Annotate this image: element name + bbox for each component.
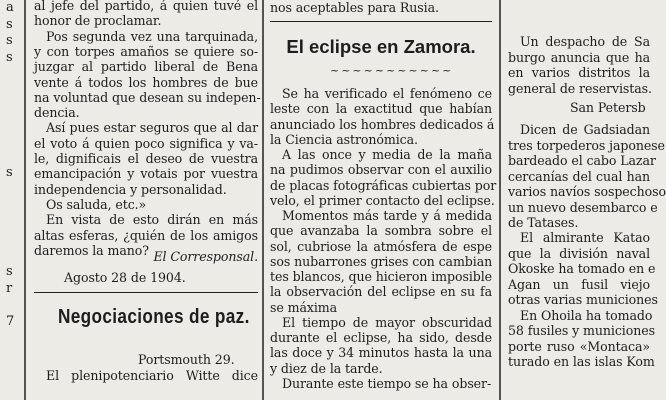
text-line: tes blancos, que hicieron imposible [270, 269, 492, 284]
margin-glyph: s [6, 165, 13, 180]
separator-rule-2 [270, 21, 492, 22]
text-line: sos nubarrones grises con cambian [270, 253, 493, 269]
margin-glyph: s [6, 16, 13, 32]
headline-negociaciones: Negociaciones de paz. [58, 306, 250, 328]
text-line: Se ha verificado el fenómeno ce [282, 86, 492, 101]
text-line: juzgar al partido liberal de Bena [34, 59, 258, 75]
signature: El Corresponsal. [153, 249, 258, 264]
text-line: El almirante Katao [520, 230, 650, 245]
text-line: cercanías del cual han [508, 168, 650, 184]
text-line: Durante este tiempo se ha obser- [282, 375, 492, 391]
margin-glyph: s [6, 49, 13, 65]
column-1 [34, 0, 261, 400]
text-line: se máxima [270, 299, 338, 315]
text-line: El plenipotenciario Witte dice [46, 368, 258, 383]
text-line: vente á todos los hombres de bue [34, 74, 258, 90]
text-line: na voluntad que desean su indepen- [34, 89, 261, 105]
text-line: burgo anuncia que ha [508, 49, 650, 65]
headline-eclipse: El eclipse en Zamora. [286, 36, 476, 57]
text-line: independencia y personalidad. [34, 181, 227, 197]
text-line: Momentos más tarde y á medida [282, 208, 492, 223]
text-line: honor de proclamar. [34, 13, 162, 29]
text-line: le, dignificais el deseo de vuestra [34, 151, 258, 166]
text-line: varios navíos sospechoso [508, 184, 666, 199]
text-line: que avanzaba la sombra sobre el [270, 223, 492, 239]
text-line: y con torpes amaños se quiere so- [34, 43, 258, 59]
text-line: el voto á quien poco significa y va- [34, 135, 258, 151]
text-line: Os saluda, etc.» [46, 196, 147, 212]
text-line: Dicen de Gadsiadan [520, 122, 650, 137]
text-line: al jefe del partido, á quien tuvé el [34, 0, 258, 13]
column-rule-3 [499, 0, 501, 400]
column-3 [508, 0, 666, 400]
text-line: daremos la mano? [34, 242, 149, 258]
text-line: Así pues estar seguros que al dar [46, 120, 258, 136]
margin-glyph: s [6, 33, 13, 48]
text-line: durante el eclipse, ha sido, desde [270, 330, 492, 345]
margin-glyph: 7 [6, 313, 15, 329]
text-line: emancipación y votais por vuestra [34, 166, 258, 182]
text-line: 58 fusiles y municiones [508, 323, 655, 338]
text-line: sol, cubriose la atmósfera de espe [270, 238, 492, 254]
text-line: de placas fotográficas cubiertas por [270, 177, 497, 193]
text-line: Pos segunda vez una tarquinada, [46, 28, 258, 44]
text-line: Agan un fusil viejo [508, 276, 650, 292]
text-line: leste con la exactitud que habían [270, 101, 492, 117]
text-line: de Tatases. [508, 215, 579, 230]
text-line: velo, el primer contacto del eclipse. [270, 192, 495, 208]
text-line: y diez de la tarde. [270, 360, 383, 376]
column-rule-2 [262, 0, 264, 400]
column-rule-1 [24, 0, 26, 400]
margin-glyph: a [6, 0, 14, 15]
text-line: la observación del eclipse en su fa [270, 284, 492, 300]
dateline-san-petersburgo: San Petersb [570, 100, 646, 115]
text-line: otras varias municiones [508, 292, 658, 307]
text-line: El tiempo de mayor obscuridad [282, 314, 492, 330]
text-line: la Ciencia astronómica. [270, 131, 418, 147]
margin-glyph: s [6, 264, 13, 279]
text-line: que la división naval [508, 245, 650, 261]
text-line: turado en las islas Kom [508, 354, 655, 369]
column-2 [270, 0, 497, 400]
text-line: En Ohoila ha tomado [520, 307, 653, 323]
text-line: Okoske ha tomado en e [508, 261, 656, 276]
text-line: las doce y 34 minutos hasta la una [270, 345, 492, 361]
article-date: Agosto 28 de 1904. [64, 270, 186, 285]
text-line: un nuevo desembarco e [508, 199, 658, 215]
text-line: porte ruso «Montaca» [508, 338, 650, 354]
text-line: general de reservistas. [508, 80, 652, 96]
text-line: dencia. [34, 105, 80, 121]
text-line: Un despacho de Sa [520, 34, 650, 49]
text-line: tres torpederos japonese [508, 137, 665, 153]
column-2-top-line: nos aceptables para Rusia. [270, 0, 439, 15]
text-line: altas esferas, ¿quién de los amigos [34, 227, 258, 243]
text-line: En vista de esto dirán en más [46, 212, 258, 228]
text-line: A las once y media de la maña [282, 147, 492, 162]
left-margin-fragments [0, 0, 20, 400]
separator-rule [34, 292, 258, 293]
dateline-portsmouth: Portsmouth 29. [138, 352, 235, 367]
text-line: anunciado los hombres dedicados á [270, 116, 495, 132]
headline-ornament: ~~~~~~~~~~~ [330, 64, 454, 77]
text-line: na pudimos observar con el auxilio [270, 162, 492, 178]
margin-glyph: r [6, 280, 13, 296]
text-line: bardeado el cabo Lazar [508, 153, 656, 168]
text-line: en varios distritos la [508, 65, 650, 80]
